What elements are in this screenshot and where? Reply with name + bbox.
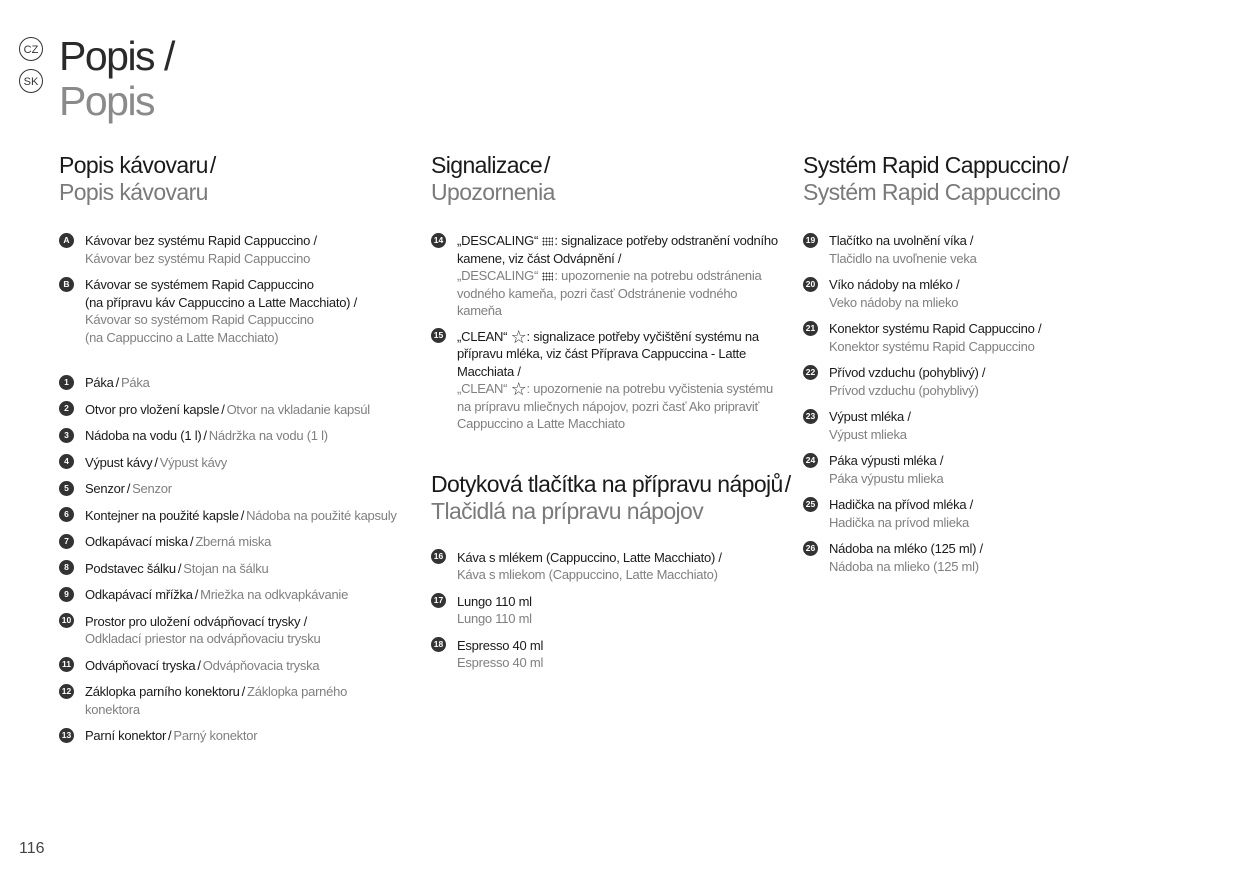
page-title-cz: Popis bbox=[59, 33, 155, 79]
list-item: 3 Nádoba na vodu (1 l) / Nádržka na vodu (1 l) bbox=[59, 427, 404, 445]
item-number-badge: A bbox=[59, 233, 74, 248]
item-number-badge: 4 bbox=[59, 454, 74, 469]
list-item-b: B Kávovar se systémem Rapid Cappuccino (na přípravu káv Cappuccino a Latte Macchiato) / Kávovar so systémom Rapid Cappuccino (na Cappuccino a Latte Macchiato) bbox=[59, 276, 404, 346]
list-item-a: A Kávovar bez systému Rapid Cappuccino / Kávovar bez systému Rapid Cappuccino bbox=[59, 232, 404, 267]
list-item: 18 Espresso 40 ml Espresso 40 ml bbox=[431, 637, 781, 672]
item-number-badge: 15 bbox=[431, 328, 446, 343]
item-number-badge: 18 bbox=[431, 637, 446, 652]
item-number-badge: 2 bbox=[59, 401, 74, 416]
item-number-badge: 9 bbox=[59, 587, 74, 602]
list-item: 26 Nádoba na mléko (125 ml) / Nádoba na mlieko (125 ml) bbox=[803, 540, 1103, 575]
item-number-badge: 17 bbox=[431, 593, 446, 608]
item-number-badge: 16 bbox=[431, 549, 446, 564]
language-badge-cz: CZ bbox=[19, 37, 43, 61]
list-item: 23 Výpust mléka / Výpust mlieka bbox=[803, 408, 1103, 443]
item-number-badge: 10 bbox=[59, 613, 74, 628]
item-number-badge: 19 bbox=[803, 233, 818, 248]
list-item: 7 Odkapávací miska / Zberná miska bbox=[59, 533, 404, 551]
clean-star-icon: ☆ bbox=[510, 326, 527, 347]
language-badges bbox=[19, 37, 43, 101]
list-item: 2 Otvor pro vložení kapsle / Otvor na vkladanie kapsúl bbox=[59, 401, 404, 419]
item-number-badge: 21 bbox=[803, 321, 818, 336]
item-number-badge: 23 bbox=[803, 409, 818, 424]
list-item: 6 Kontejner na použité kapsle / Nádoba na použité kapsuly bbox=[59, 507, 404, 525]
list-item: 11 Odvápňovací tryska / Odvápňovacia tryska bbox=[59, 657, 404, 675]
machine-description-column bbox=[59, 152, 404, 745]
list-item: 8 Podstavec šálku / Stojan na šálku bbox=[59, 560, 404, 578]
item-number-badge: 22 bbox=[803, 365, 818, 380]
item-number-badge: 20 bbox=[803, 277, 818, 292]
list-item: 25 Hadička na přívod mléka / Hadička na prívod mlieka bbox=[803, 496, 1103, 531]
list-item: 16 Káva s mlékem (Cappuccino, Latte Macchiato) / Káva s mliekom (Cappuccino, Latte Macchiato) bbox=[431, 549, 781, 584]
list-item: 12 Záklopka parního konektoru / Záklopka parného konektora bbox=[59, 683, 404, 718]
section-heading-touch-buttons: Dotyková tlačítka na přípravu nápojů/ Tlačidlá na prípravu nápojov bbox=[431, 470, 791, 524]
list-item: 24 Páka výpusti mléka / Páka výpustu mlieka bbox=[803, 452, 1103, 487]
item-number-badge: 14 bbox=[431, 233, 446, 248]
section-heading-rapid-cappuccino: Systém Rapid Cappuccino/ Systém Rapid Cappuccino bbox=[803, 152, 1069, 205]
item-number-badge: 11 bbox=[59, 657, 74, 672]
item-number-badge: 3 bbox=[59, 428, 74, 443]
list-item: 4 Výpust kávy / Výpust kávy bbox=[59, 454, 404, 472]
descaling-icon bbox=[542, 272, 553, 281]
list-item: 20 Víko nádoby na mléko / Veko nádoby na mlieko bbox=[803, 276, 1103, 311]
list-item: 21 Konektor systému Rapid Cappuccino / Konektor systému Rapid Cappuccino bbox=[803, 320, 1103, 355]
item-number-badge: 5 bbox=[59, 481, 74, 496]
item-number-badge: 8 bbox=[59, 560, 74, 575]
list-item-clean: 15 „CLEAN“ ☆: signalizace potřeby vyčištění systému na přípravu mléka, viz část Příprava Cappuccina - Latte Macchiata / „CLEAN“ ☆: upozornenie na potrebu vyčistenia systému na prípravu mliečnych nápojov, pozri časť Ako pripraviť Cappuccino a Latte Macchiato bbox=[431, 328, 781, 433]
list-item: 5 Senzor / Senzor bbox=[59, 480, 404, 498]
item-number-badge: 6 bbox=[59, 507, 74, 522]
item-number-badge: 13 bbox=[59, 728, 74, 743]
item-number-badge: 24 bbox=[803, 453, 818, 468]
item-number-badge: B bbox=[59, 277, 74, 292]
section-heading-machine: Popis kávovaru/ Popis kávovaru bbox=[59, 152, 216, 205]
page-number: 116 bbox=[19, 840, 45, 857]
list-item: 22 Přívod vzduchu (pohyblivý) / Prívod vzduchu (pohyblivý) bbox=[803, 364, 1103, 399]
page-title-sk: Popis bbox=[59, 78, 155, 124]
item-number-badge: 7 bbox=[59, 534, 74, 549]
list-item-descaling: 14 „DESCALING“ : signalizace potřeby odstranění vodního kamene, viz část Odvápnění / „DESCALING“ : upozornenie na potrebu odstránenia vodného kameňa, pozri časť Odstránenie vodného kameňa bbox=[431, 232, 781, 320]
section-heading-signals: Signalizace/ Upozornenia bbox=[431, 152, 555, 205]
list-item: 10 Prostor pro uložení odvápňovací trysky / Odkladací priestor na odvápňovaciu trysku bbox=[59, 613, 404, 648]
list-item: 19 Tlačítko na uvolnění víka / Tlačidlo na uvoľnenie veka bbox=[803, 232, 1103, 267]
rapid-cappuccino-column bbox=[803, 152, 1103, 575]
item-number-badge: 12 bbox=[59, 684, 74, 699]
item-number-badge: 1 bbox=[59, 375, 74, 390]
list-item: 13 Parní konektor / Parný konektor bbox=[59, 727, 404, 745]
list-item: 17 Lungo 110 ml Lungo 110 ml bbox=[431, 593, 781, 628]
language-badge-sk: SK bbox=[19, 69, 43, 93]
list-item: 1 Páka / Páka bbox=[59, 374, 404, 392]
item-number-badge: 26 bbox=[803, 541, 818, 556]
page-title: Popis / Popis bbox=[59, 33, 174, 124]
list-item: 9 Odkapávací mřížka / Mriežka na odkvapkávanie bbox=[59, 586, 404, 604]
clean-star-icon: ☆ bbox=[510, 379, 527, 399]
descaling-icon bbox=[542, 237, 553, 246]
signals-column bbox=[431, 152, 791, 672]
item-number-badge: 25 bbox=[803, 497, 818, 512]
